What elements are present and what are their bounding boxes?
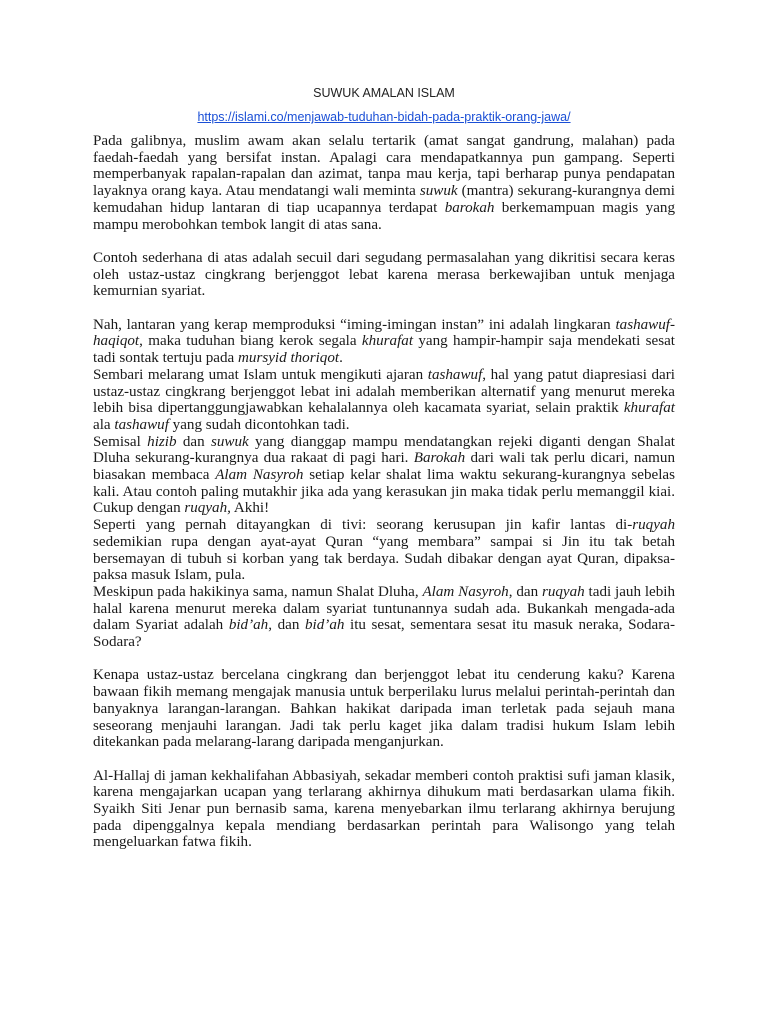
italic-term: suwuk [210, 433, 249, 450]
text-run: . [339, 350, 343, 367]
text-run: Seperti yang pernah ditayangkan di tivi: seorang kerusupan jin kafir lantas di- [93, 517, 633, 534]
text-run: , dan [508, 583, 542, 600]
body-paragraph [93, 667, 675, 751]
text-run: Contoh sederhana di atas adalah secuil dari segudang permasalahan yang dikritisi secara keras oleh ustaz-ustaz cingkrang berjenggot lebat karena merasa berkewajiban untuk menjaga kemurnian syariat. [93, 249, 675, 300]
text-run: Meskipun pada hakikinya sama, namun Shalat Dluha, [93, 583, 423, 600]
italic-term: hizib [147, 433, 177, 450]
text-run: Sembari melarang umat Islam untuk mengikuti ajaran [93, 366, 428, 383]
text-run: tadi jauh lebih halal karena menurut mereka dalam syariat tuntunannya sudah ada. Bukankah mengada-ada dalam Syariat adalah [93, 583, 676, 634]
text-run: itu sesat, sementara sesat itu masuk neraka, Sodara-Sodara? [93, 617, 676, 651]
italic-term: barokah [444, 199, 495, 216]
body-paragraph [93, 434, 675, 518]
source-link[interactable]: https://islami.co/menjawab-tuduhan-bidah-pada-praktik-orang-jawa/ [197, 110, 571, 124]
text-run: , hal yang patut diapresiasi dari ustaz-ustaz cingkrang berjenggot lebat ini adalah memberikan alternatif yang menurut mereka lebih bisa dipertanggungjawabkan kehalalannya oleh kacamata syariat, selain praktik [93, 366, 675, 417]
text-run: dan [176, 433, 211, 450]
italic-term: ruqyah [632, 517, 675, 534]
text-run: dari wali tak perlu dicari, namun biasakan membaca [93, 450, 675, 484]
italic-term: Barokah [413, 450, 466, 467]
body-paragraph [93, 768, 675, 852]
text-run: Akhi! [230, 500, 270, 517]
text-run: , maka tuduhan biang kerok segala [139, 333, 362, 350]
italic-term: tashawuf-haqiqot [93, 316, 675, 350]
text-run: berkemampuan magis yang mampu merobohkan tembok langit di atas sana. [93, 199, 675, 233]
italic-term: bid’ah [305, 617, 345, 634]
text-run: yang hampir-hampir saja mendekati sesat tadi sontak tertuju pada [93, 333, 675, 367]
body-paragraph [93, 133, 675, 233]
italic-term: mursyid thoriqot [238, 350, 340, 367]
text-run: ala [93, 416, 115, 433]
text-run: , dan [268, 617, 305, 634]
body-paragraph [93, 317, 675, 367]
text-run: (mantra) sekurang-kurangnya demi kemudahan hidup lantaran di tiap ucapannya terdapat [93, 183, 675, 216]
italic-term: ruqyah, [184, 500, 231, 517]
italic-term: Alam Nasyroh [215, 467, 304, 484]
document-page [93, 86, 675, 851]
italic-term: khurafat [623, 400, 675, 417]
italic-term: bid’ah [228, 617, 269, 634]
italic-term: Alam Nasyroh [422, 583, 509, 600]
italic-term: ruqyah [541, 583, 585, 600]
text-run: setiap kelar shalat lima waktu sekurang-kurangnya sebelas kali. Atau contoh paling mutakhir jika ada yang kerasukan jin maka tidak perlu memanggil kiai. Cukup dengan [93, 467, 676, 517]
italic-term: khurafat [361, 333, 414, 350]
text-run: sedemikian rupa dengan ayat-ayat Quran “yang membara” sampai si Jin itu tak betah bersemayan di tubuh si korban yang tak berdaya. Sudah dibakar dengan ayat Quran, dipaksa-paksa masuk Islam, pula. [93, 533, 675, 584]
italic-term: tashawuf [427, 366, 483, 383]
document-body [93, 133, 675, 851]
text-run: Semisal [93, 433, 148, 450]
text-run: yang sudah dicontohkan tadi. [168, 416, 350, 433]
body-paragraph [93, 367, 675, 434]
body-paragraph [93, 584, 675, 651]
italic-term: suwuk [419, 183, 458, 200]
text-run: Al-Hallaj di jaman kekhalifahan Abbasiyah, sekadar memberi contoh praktisi sufi jaman klasik, karena mengajarkan ucapan yang terlarang akhirnya dihukum mati berdasarkan ulama fikih. Syaikh Siti Jenar pun bernasib sama, karena menyebarkan ilmu terlarang akhirnya berujung pada dipenggalnya kepala mendiang berdasarkan perintah para Walisongo yang telah mengeluarkan fatwa fikih. [93, 767, 675, 851]
body-paragraph [93, 517, 675, 584]
text-run: Kenapa ustaz-ustaz bercelana cingkrang dan berjenggot lebat itu cenderung kaku? Karena bawaan fikih memang mengajak manusia untuk berperilaku lurus melalui perintah-perintah dan banyaknya larangan-larangan. Bahkan hakikat daripada iman terletak pada sejauh mana seseorang menjauhi larangan. Jadi tak perlu kaget jika dalam tradisi hukum Islam lebih ditekankan pada melarang-larang daripada menganjurkan. [93, 667, 675, 751]
text-run: Nah, lantaran yang kerap memproduksi “iming-imingan instan” ini adalah lingkaran [93, 316, 616, 333]
text-run: Pada galibnya, muslim awam akan selalu tertarik (amat sangat gandrung, malahan) pada faedah-faedah yang bersifat instan. Apalagi cara mendapatkannya pun gampang. Seperti memperbanyak rapalan-rapalan dan azimat, tanpa mau kerja, tapi berharap punya pendapatan layaknya orang kaya. Atau mendatangi wali meminta [93, 133, 675, 200]
text-run: yang dianggap mampu mendatangkan rejeki diganti dengan Shalat Dluha sekurang-kurangnya dua rakaat di pagi hari. [93, 433, 675, 467]
italic-term: tashawuf [114, 416, 169, 433]
document-title: SUWUK AMALAN ISLAM [313, 86, 455, 100]
body-paragraph [93, 250, 675, 300]
